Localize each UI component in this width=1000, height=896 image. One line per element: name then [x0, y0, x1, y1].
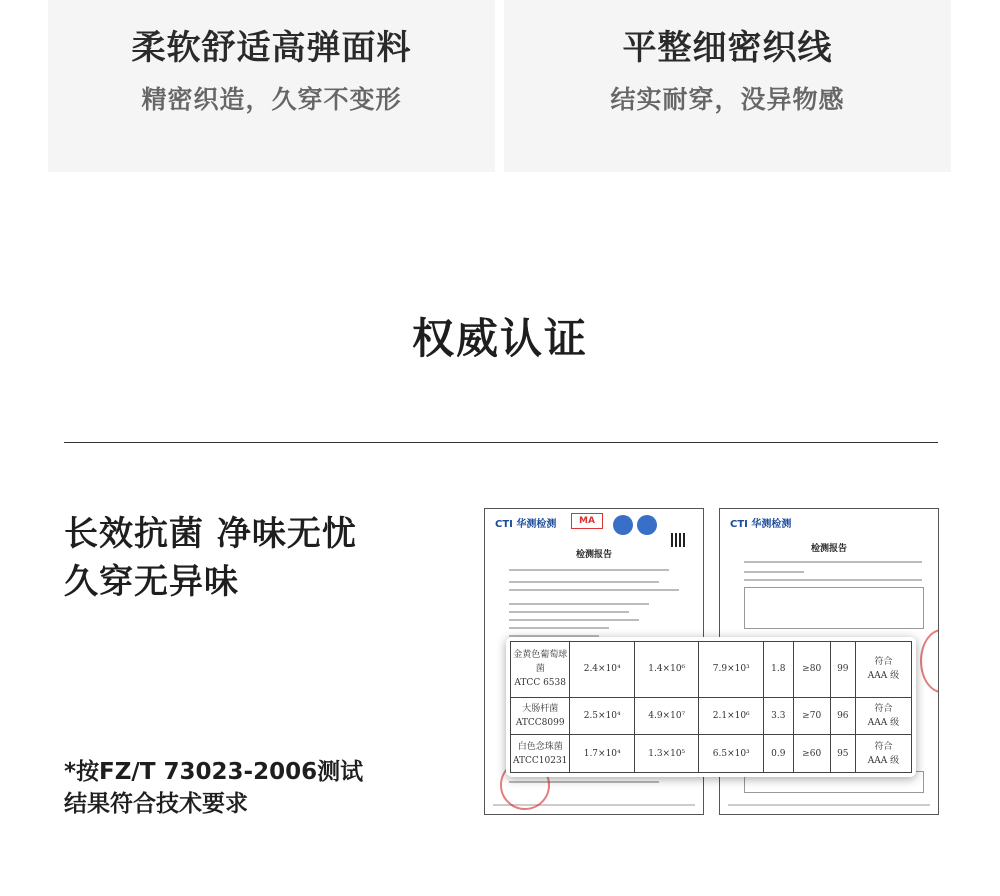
feature-card-stitching [504, 0, 951, 172]
cti-logo: CTI 华测检测 [730, 519, 792, 530]
rate-cell: 99 [830, 642, 855, 698]
strain-code: ATCC8099 [515, 718, 565, 729]
cnas-seal-icon [637, 515, 657, 535]
strain-cell [511, 697, 570, 735]
growth-value-cell: 1.8 [763, 642, 793, 698]
table-row [511, 697, 912, 735]
feature-title: 柔软舒适高弹面料 [131, 28, 412, 68]
growth-value-cell: 3.3 [763, 697, 793, 735]
red-stamp-icon [920, 629, 939, 693]
initial-count-cell: 2.4×10⁴ [570, 642, 635, 698]
text-line [744, 571, 804, 573]
headline-line-2: 久穿无异味 [64, 562, 239, 602]
strain-cell [511, 735, 570, 773]
note-line-1: *按FZ/T 73023-2006测试 [64, 759, 364, 785]
requirement-cell: ≥60 [793, 735, 830, 773]
control-count-cell: 1.4×10⁶ [634, 642, 699, 698]
control-count-cell: 1.3×10⁵ [634, 735, 699, 773]
cti-logo: CTI 华测检测 [495, 519, 557, 530]
text-line [744, 561, 922, 563]
strain-cell [511, 642, 570, 698]
requirement-cell: ≥80 [793, 642, 830, 698]
report-heading: 检测报告 [575, 550, 612, 560]
grade-text: AAA 级 [867, 755, 900, 766]
strain-code: ATCC10231 [513, 755, 568, 766]
sample-count-cell: 7.9×10³ [699, 642, 764, 698]
text-line [744, 579, 922, 581]
section-title: 权威认证 [411, 314, 588, 363]
verdict-cell [855, 697, 911, 735]
headline [64, 510, 357, 606]
note-line-2: 结果符合技术要求 [64, 791, 248, 817]
verdict-text: 符合 [874, 741, 893, 752]
antibacterial-results-table [510, 641, 912, 773]
text-line [509, 619, 639, 621]
strain-name: 金黄色葡萄球菌 [513, 650, 568, 675]
table-row [511, 735, 912, 773]
verdict-cell [855, 735, 911, 773]
verdict-cell [855, 642, 911, 698]
growth-value-cell: 0.9 [763, 735, 793, 773]
initial-count-cell: 2.5×10⁴ [570, 697, 635, 735]
ma-certification-mark: MA [571, 513, 603, 529]
text-line [509, 581, 659, 583]
report-heading: 检测报告 [810, 544, 847, 554]
feature-subtitle: 精密织造，久穿不变形 [141, 85, 402, 114]
text-line [509, 611, 629, 613]
grade-text: AAA 级 [867, 671, 900, 682]
feature-card-fabric [48, 0, 495, 172]
control-count-cell: 4.9×10⁷ [634, 697, 699, 735]
table-row [511, 642, 912, 698]
sample-count-cell: 2.1×10⁶ [699, 697, 764, 735]
antibacterial-results-card [506, 637, 916, 777]
grade-text: AAA 级 [867, 718, 900, 729]
text-line [509, 569, 669, 571]
text-line [509, 603, 649, 605]
verdict-text: 符合 [874, 704, 893, 715]
strain-name: 白色念珠菌 [517, 741, 563, 752]
qr-code-icon [671, 533, 685, 547]
headline-line-1: 长效抗菌 净味无忧 [64, 514, 357, 554]
ilac-seal-icon [613, 515, 633, 535]
verdict-text: 符合 [874, 657, 893, 668]
rate-cell: 96 [830, 697, 855, 735]
report-footer [728, 804, 930, 806]
requirement-cell: ≥70 [793, 697, 830, 735]
initial-count-cell: 1.7×10⁴ [570, 735, 635, 773]
strain-name: 大肠杆菌 [522, 704, 559, 715]
text-line [509, 627, 609, 629]
strain-code: ATCC 6538 [514, 678, 566, 689]
sample-count-cell: 6.5×10³ [699, 735, 764, 773]
section-divider [64, 442, 938, 443]
summary-table [744, 587, 924, 629]
rate-cell: 95 [830, 735, 855, 773]
test-standard-note [64, 756, 384, 820]
feature-title: 平整细密织线 [622, 28, 833, 68]
text-line [509, 589, 679, 591]
feature-subtitle: 结实耐穿，没异物感 [610, 85, 845, 114]
